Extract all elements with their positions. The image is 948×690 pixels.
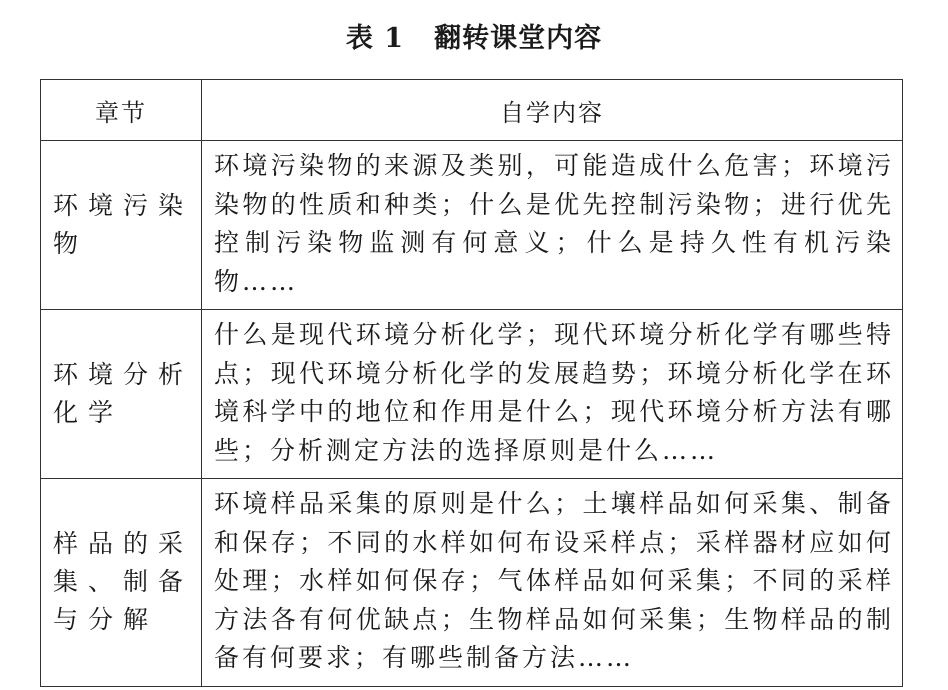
table-row <box>41 141 903 310</box>
flipped-classroom-table <box>40 79 903 687</box>
content-cell: 环境样品采集的原则是什么；土壤样品如何采集、制备和保存；不同的水样如何布设采样点；采样器材应如何处理；水样如何保存；气体样品如何采集；不同的采样方法各有何优缺点；生物样品如何采集；生物样品的制备有何要求；有哪些制备方法…… <box>202 479 903 687</box>
table-row <box>41 479 903 687</box>
column-header-chapter: 章节 <box>41 80 202 141</box>
content-cell: 什么是现代环境分析化学；现代环境分析化学有哪些特点；现代环境分析化学的发展趋势；环境分析化学在环境科学中的地位和作用是什么；现代环境分析方法有哪些；分析测定方法的选择原则是什么…… <box>202 310 903 479</box>
column-header-content: 自学内容 <box>202 80 903 141</box>
chapter-cell: 环境分析化学 <box>41 310 202 479</box>
content-cell: 环境污染物的来源及类别，可能造成什么危害；环境污染物的性质和种类；什么是优先控制污染物；进行优先控制污染物监测有何意义；什么是持久性有机污染物…… <box>202 141 903 310</box>
chapter-cell: 样品的采集、制备与分解 <box>41 479 202 687</box>
table-number: 表 1 <box>345 23 405 54</box>
table-title: 翻转课堂内容 <box>434 23 603 54</box>
table-caption <box>0 16 948 55</box>
table-header-row <box>41 80 903 141</box>
table-row <box>41 310 903 479</box>
chapter-cell: 环境污染物 <box>41 141 202 310</box>
